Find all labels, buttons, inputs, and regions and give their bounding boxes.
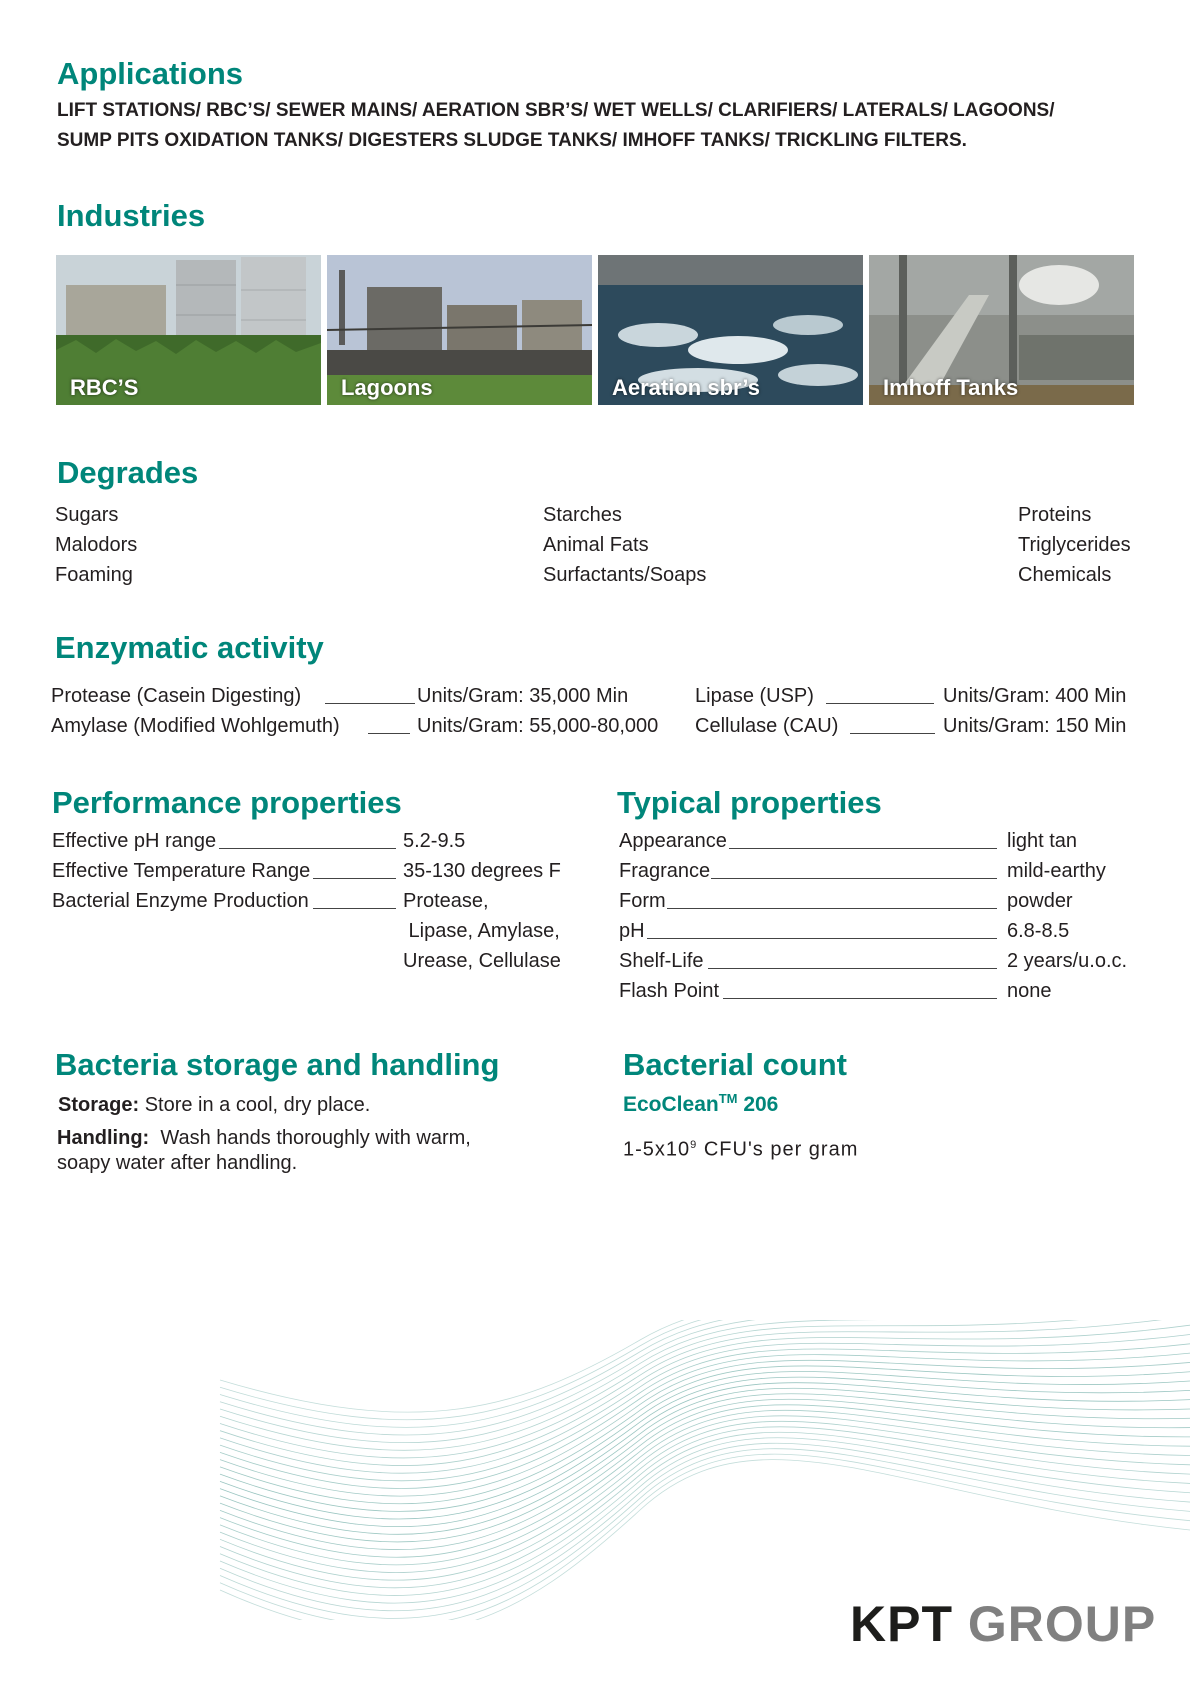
enzyme-name: Cellulase (CAU) [695,715,839,737]
decorative-wave [0,1320,1190,1620]
wave-line [220,1353,1190,1488]
performance-label: Effective Temperature Range [52,860,311,882]
wave-line [220,1320,1190,1443]
performance-label: Effective pH range [52,830,217,852]
wave-line [220,1449,1190,1619]
photo-imhoff [869,255,1134,405]
enzyme-name: Lipase (USP) [695,685,814,707]
wave-line [220,1344,1190,1481]
logo-group: GROUP [967,1596,1157,1652]
cfu-exponent: 9 [690,1139,698,1151]
photo-caption: RBC’S [70,375,139,400]
performance-label: Bacterial Enzyme Production [52,890,309,912]
leader-line [826,703,934,704]
degrades-item: Sugars [55,504,119,526]
degrades-item: Animal Fats [543,534,649,556]
typical-label: Fragrance [619,860,711,882]
degrades-item: Foaming [55,564,133,586]
wave-line [220,1366,1190,1504]
leader-line [711,878,997,879]
handling-label: Handling: [57,1127,150,1149]
product-name [623,1091,778,1117]
wave-line [220,1443,1190,1611]
performance-value-cont: Lipase, Amylase, [403,920,560,942]
storage-heading: Bacteria storage and handling [55,1047,500,1082]
wave-line [220,1405,1190,1557]
enzyme-value: Units/Gram: 35,000 Min [417,685,629,707]
performance-value: 35-130 degrees F [403,860,561,882]
photo-caption: Lagoons [341,375,433,400]
count-heading: Bacterial count [623,1047,847,1082]
photo-aeration [598,255,863,405]
leader-line [708,968,997,969]
wave-line [220,1334,1190,1473]
degrades-item: Chemicals [1018,564,1112,586]
industries-heading: Industries [57,198,206,233]
leader-line [667,908,997,909]
storage-line [58,1090,370,1120]
applications-heading: Applications [57,56,244,91]
degrades-heading: Degrades [57,455,199,490]
trademark: TM [718,1091,738,1106]
typical-value: mild-earthy [1007,860,1106,882]
handling-text-cont: soapy water after handling. [57,1152,298,1174]
applications-line-2: SUMP PITS OXIDATION TANKS/ DIGESTERS SLUDGE TANKS/ IMHOFF TANKS/ TRICKLING FILTERS. [57,130,967,151]
typical-label: Flash Point [619,980,720,1002]
typical-heading: Typical properties [617,785,882,820]
performance-value-cont: Urease, Cellulase [403,950,561,972]
product-label: EcoClean [623,1093,719,1116]
typical-label: Appearance [619,830,727,852]
storage-label: Storage: [58,1094,140,1116]
typical-label: Shelf-Life [619,950,704,972]
typical-value: none [1007,980,1052,1002]
leader-line [368,733,410,734]
photo-lagoons [327,255,592,405]
photo-caption: Aeration sbr’s [612,375,760,400]
typical-label: pH [619,920,645,942]
enzyme-value: Units/Gram: 55,000-80,000 [417,715,659,737]
enzyme-value: Units/Gram: 400 Min [943,685,1127,707]
leader-line [219,848,396,849]
photo-rbcs [56,255,321,405]
typical-value: 6.8-8.5 [1007,920,1070,942]
handling-text: Wash hands thoroughly with warm, [160,1127,471,1149]
wave-line [220,1383,1190,1527]
leader-line [729,848,997,849]
storage-text: Store in a cool, dry place. [144,1094,371,1116]
logo-kpt: KPT [850,1596,953,1652]
degrades-item: Starches [543,504,622,526]
wave-line [220,1320,1190,1412]
wave-line [220,1320,1190,1427]
typical-label: Form [619,890,666,912]
cfu-line [623,1130,858,1165]
degrades-item: Triglycerides [1018,534,1131,556]
degrades-item: Surfactants/Soaps [543,564,707,586]
performance-value: Protease, [403,890,489,912]
leader-line [325,703,415,704]
leader-line [313,878,396,879]
degrades-item: Malodors [55,534,138,556]
product-number: 206 [743,1093,779,1116]
enzymatic-heading: Enzymatic activity [55,630,324,665]
leader-line [647,938,997,939]
applications-line-1: LIFT STATIONS/ RBC’S/ SEWER MAINS/ AERATION SBR’S/ WET WELLS/ CLARIFIERS/ LATERALS/ LAGOONS/ [57,100,1055,121]
degrades-item: Proteins [1018,504,1092,526]
typical-value: light tan [1007,830,1078,852]
wave-line [220,1360,1190,1496]
enzyme-name: Protease (Casein Digesting) [51,685,302,707]
performance-heading: Performance properties [52,785,402,820]
leader-line [313,908,396,909]
leader-line [850,733,935,734]
photo-caption: Imhoff Tanks [883,375,1019,400]
cfu-base: 1-5x10 [623,1138,691,1161]
wave-line [220,1438,1190,1603]
wave-line [220,1377,1190,1519]
typical-value: powder [1007,890,1073,912]
typical-value: 2 years/u.o.c. [1007,950,1128,972]
cfu-unit: CFU's per gram [703,1138,859,1161]
enzyme-value: Units/Gram: 150 Min [943,715,1127,737]
performance-value: 5.2-9.5 [403,830,466,852]
kpt-group-logo [850,1595,1156,1653]
leader-line [723,998,997,999]
wave-line [220,1372,1190,1512]
enzyme-name: Amylase (Modified Wohlgemuth) [51,715,340,737]
